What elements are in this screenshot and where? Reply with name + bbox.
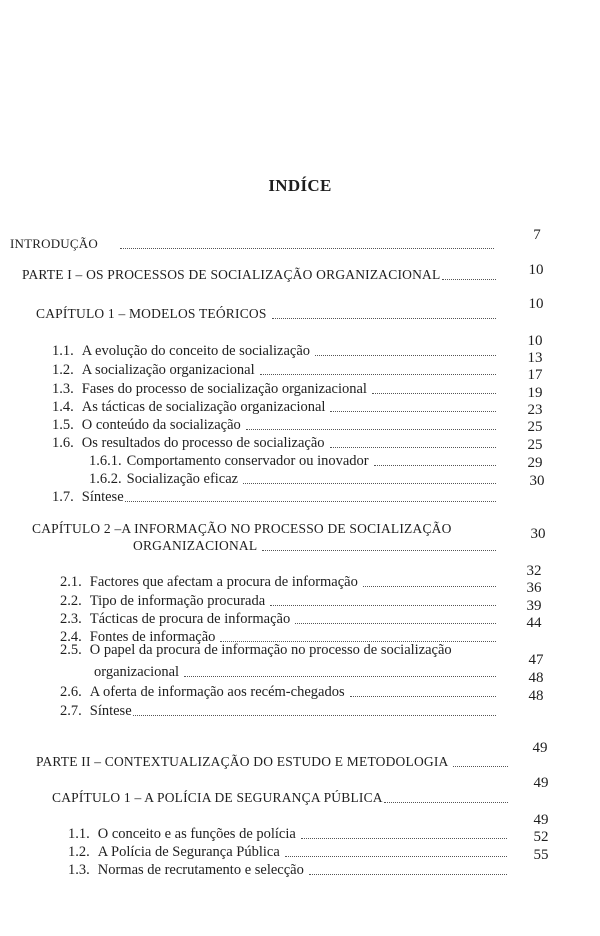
dot-leader: [262, 549, 496, 551]
toc-page-number: 7: [533, 227, 541, 243]
toc-page-number: 39: [526, 598, 542, 614]
toc-entry-capitulo-1: [36, 302, 500, 322]
toc-entry-text: Fases do processo de socialização organizacional: [81, 381, 367, 397]
toc-entry-p2-1-1: [68, 822, 511, 842]
toc-entry-text: O conteúdo da socialização: [81, 417, 241, 433]
toc-entry-number: 1.6.2.: [89, 471, 122, 487]
dot-leader: [363, 585, 496, 587]
toc-entry-parte-1: [22, 263, 500, 283]
toc-entry-number: 1.6.1.: [89, 453, 122, 469]
toc-entry-number: 1.1.: [68, 826, 90, 842]
toc-entry-text: Normas de recrutamento e selecção: [97, 862, 304, 878]
toc-entry-text: ORGANIZACIONAL: [133, 538, 258, 553]
toc-entry-1-2: [52, 358, 500, 378]
toc-entry-text: INTRODUÇÃO: [10, 236, 98, 251]
toc-entry-1-3: [52, 377, 500, 397]
dot-leader: [295, 622, 496, 624]
toc-page-number: 36: [526, 580, 542, 596]
toc-page-number: 30: [530, 526, 546, 542]
toc-entry-text: Tácticas de procura de informação: [89, 611, 291, 627]
toc-page-number: 25: [527, 419, 543, 435]
dot-leader: [309, 873, 507, 875]
toc-entry-2-5: [94, 660, 500, 680]
toc-entry-2-3: [60, 607, 500, 627]
toc-entry-text: Socialização eficaz: [126, 471, 239, 487]
toc-page-number: 10: [528, 296, 544, 312]
toc-page-number: 52: [533, 829, 549, 845]
toc-entry-2-7: [60, 699, 500, 719]
dot-leader: [246, 428, 496, 430]
dot-leader: [272, 317, 496, 319]
toc-entry-2-1: [60, 570, 500, 590]
toc-entry-text: Síntese: [81, 489, 124, 505]
toc-entry-number: 2.7.: [60, 703, 82, 719]
toc-page-number: 13: [527, 350, 543, 366]
toc-entry-text: CAPÍTULO 1 – MODELOS TEÓRICOS: [36, 306, 267, 321]
toc-entry-text: As tácticas de socialização organizacional: [81, 399, 326, 415]
toc-entry-text: Fontes de informação: [89, 629, 216, 645]
toc-entry-text: CAPÍTULO 1 – A POLÍCIA DE SEGURANÇA PÚBLICA: [52, 790, 383, 805]
toc-entry-number: 1.2.: [68, 844, 90, 860]
dot-leader: [125, 500, 496, 502]
toc-entry-number: 2.1.: [60, 574, 82, 590]
toc-entry-text: PARTE I – OS PROCESSOS DE SOCIALIZAÇÃO ORGANIZACIONAL: [22, 267, 441, 282]
dot-leader: [133, 714, 496, 716]
toc-page-number: 25: [527, 437, 543, 453]
toc-entry-text: A Polícia de Segurança Pública: [97, 844, 280, 860]
toc-entry-parte-2: [36, 750, 512, 770]
toc-entry-number: 1.1.: [52, 343, 74, 359]
toc-page-number: 55: [533, 847, 549, 863]
toc-page-number: 23: [527, 402, 543, 418]
toc-entry-number: 2.3.: [60, 611, 82, 627]
toc-page-number: 17: [527, 367, 543, 383]
toc-entry-2-6: [60, 680, 500, 700]
dot-leader: [301, 837, 507, 839]
toc-entry-text: Comportamento conservador ou inovador: [126, 453, 369, 469]
toc-entry-1-6: [52, 431, 500, 451]
toc-entry-number: 1.5.: [52, 417, 74, 433]
toc-entry-number: 1.6.: [52, 435, 74, 451]
toc-page-number: 47: [528, 652, 544, 668]
toc-page-number: 29: [527, 455, 543, 471]
toc-entry-text: Factores que afectam a procura de informação: [89, 574, 358, 590]
toc-entry-text: PARTE II – CONTEXTUALIZAÇÃO DO ESTUDO E METODOLOGIA: [36, 754, 449, 769]
toc-entry-p2-1-2: [68, 840, 511, 860]
toc-page-number: 10: [528, 262, 544, 278]
dot-leader: [315, 354, 496, 356]
toc-page-number: 10: [527, 333, 543, 349]
toc-page-number: 44: [526, 615, 542, 631]
dot-leader: [330, 446, 496, 448]
toc-entry-number: 2.5.: [60, 642, 82, 658]
toc-entry-number: 2.2.: [60, 593, 82, 609]
toc-entry-text: O papel da procura de informação no processo de socialização: [89, 642, 452, 658]
dot-leader: [442, 278, 496, 280]
toc-page-number: 19: [527, 385, 543, 401]
toc-entry-p2-1-3: [68, 858, 511, 878]
toc-entry-text: A evolução do conceito de socialização: [81, 343, 311, 359]
toc-entry-number: 1.3.: [68, 862, 90, 878]
toc-entry-text: A socialização organizacional: [81, 362, 255, 378]
toc-page-number: 48: [528, 688, 544, 704]
dot-leader: [350, 695, 496, 697]
toc-entry-parte-2-capitulo-1: [52, 786, 512, 806]
dot-leader: [184, 675, 496, 677]
toc-entry-text: A oferta de informação aos recém-chegados: [89, 684, 345, 700]
dot-leader: [260, 373, 496, 375]
toc-entry-number: 2.6.: [60, 684, 82, 700]
toc-entry-text: O conceito e as funções de polícia: [97, 826, 296, 842]
toc-entry-1-5: [52, 413, 500, 433]
toc-page-number: 49: [533, 775, 549, 791]
toc-entry-1-6-2: [89, 467, 500, 487]
toc-page-number: 49: [532, 740, 548, 756]
dot-leader: [120, 247, 494, 249]
toc-entry-capitulo-2: [133, 534, 500, 554]
toc-entry-2-5-line1: [60, 642, 452, 658]
toc-entry-text: Os resultados do processo de socialização: [81, 435, 325, 451]
toc-entry-number: 1.7.: [52, 489, 74, 505]
dot-leader: [372, 392, 496, 394]
dot-leader: [270, 604, 496, 606]
toc-page-number: 49: [533, 812, 549, 828]
dot-leader: [243, 482, 496, 484]
toc-entry-text: Síntese: [89, 703, 132, 719]
toc-page-number: 30: [529, 473, 545, 489]
toc-page-number: 32: [526, 563, 542, 579]
dot-leader: [453, 765, 508, 767]
toc-page-number: 48: [528, 670, 544, 686]
dot-leader: [374, 464, 496, 466]
toc-entry-1-7: [52, 485, 500, 505]
toc-entry-number: 1.3.: [52, 381, 74, 397]
dot-leader: [285, 855, 507, 857]
toc-entry-number: 1.4.: [52, 399, 74, 415]
toc-entry-number: 2.4.: [60, 629, 82, 645]
toc-entry-1-1: [52, 339, 500, 359]
toc-entry-2-2: [60, 589, 500, 609]
dot-leader: [330, 410, 496, 412]
dot-leader: [384, 801, 508, 803]
toc-entry-introducao: [10, 232, 498, 252]
toc-entry-text: organizacional: [94, 664, 180, 680]
toc-entry-1-4: [52, 395, 500, 415]
toc-entry-1-6-1: [89, 449, 500, 469]
toc-entry-number: 1.2.: [52, 362, 74, 378]
page-title: INDÍCE: [268, 176, 332, 195]
toc-entry-text: Tipo de informação procurada: [89, 593, 266, 609]
toc-entry-capitulo-2-line1: CAPÍTULO 2 –A INFORMAÇÃO NO PROCESSO DE SOCIALIZAÇÃO: [32, 521, 452, 536]
